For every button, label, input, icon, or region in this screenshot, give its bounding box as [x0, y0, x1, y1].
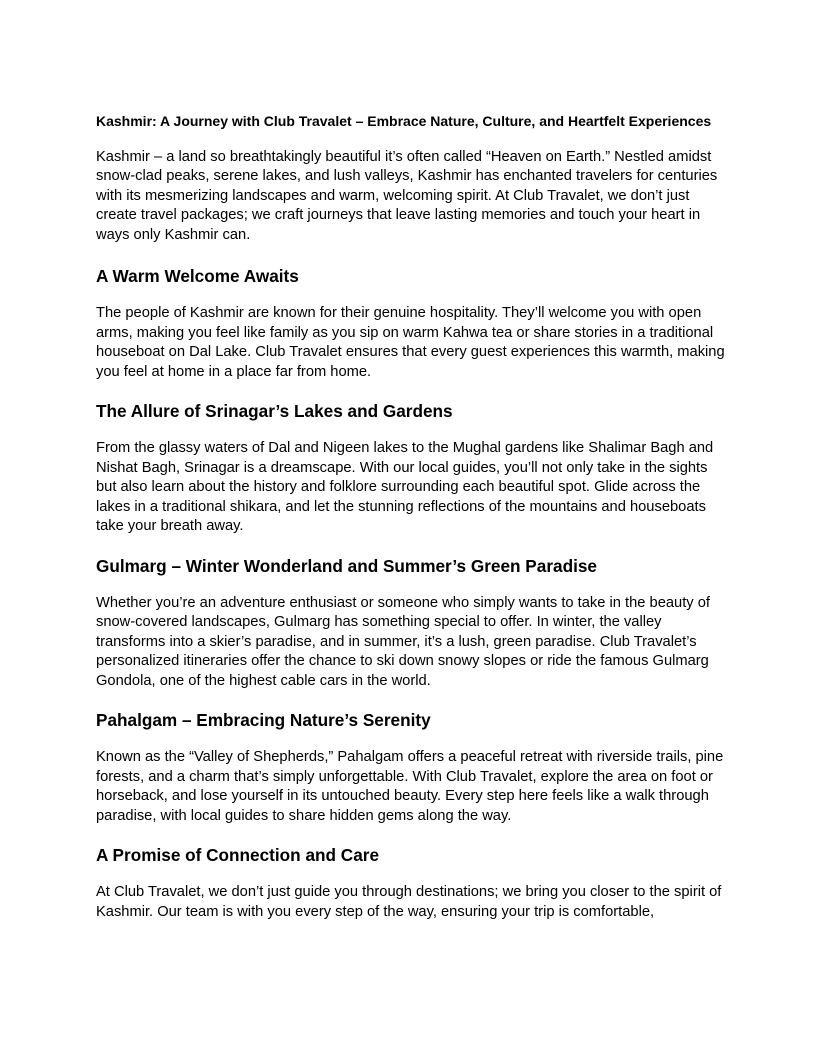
section-heading-gulmarg: Gulmarg – Winter Wonderland and Summer’s Green Paradise — [96, 555, 597, 576]
section-body-warm-welcome: The people of Kashmir are known for their genuine hospitality. They’ll welcome you with open arms, making you feel like family as you sip on warm Kahwa tea or share stories in a traditional houseboat on Dal Lake. Club Travalet ensures that every guest experiences this warmth, making you feel at home in a place far from home. — [96, 305, 725, 380]
document-page — [96, 112, 726, 922]
section-heading-connection-care: A Promise of Connection and Care — [96, 845, 379, 865]
section-body-pahalgam: Known as the “Valley of Shepherds,” Pahalgam offers a peaceful retreat with riverside trails, pine forests, and a charm that’s simply unforgettable. With Club Travalet, explore the area on foot or horseback, and lose yourself in its untouched beauty. Every step here feels like a walk through paradise, with local guides to share hidden gems along the way. — [96, 749, 724, 824]
intro-paragraph: Kashmir – a land so breathtakingly beautiful it’s often called “Heaven on Earth.” Nestled amidst snow-clad peaks, serene lakes, and lush valleys, Kashmir has enchanted travelers for centuries with its mesmerizing landscapes and warm, welcoming spirit. At Club Travalet, we don’t just create travel packages; we craft journeys that leave lasting memories and touch your heart in ways only Kashmir can. — [96, 148, 718, 243]
document-title: Kashmir: A Journey with Club Travalet – Embrace Nature, Culture, and Heartfelt Experiences — [96, 113, 712, 129]
section-body-gulmarg: Whether you’re an adventure enthusiast or someone who simply wants to take in the beauty of snow-covered landscapes, Gulmarg has something special to offer. In winter, the valley transforms into a skier’s paradise, and in summer, it’s a lush, green paradise. Club Travalet’s personalized itineraries offer the chance to ski down snowy slopes or ride the famous Gulmarg Gondola, one of the highest cable cars in the world. — [96, 594, 710, 689]
section-heading-warm-welcome: A Warm Welcome Awaits — [96, 266, 299, 286]
section-body-connection-care: At Club Travalet, we don’t just guide you through destinations; we bring you closer to the spirit of Kashmir. Our team is with you every step of the way, ensuring your trip is comfortable, — [96, 884, 722, 920]
section-body-srinagar: From the glassy waters of Dal and Nigeen lakes to the Mughal gardens like Shalimar Bagh and Nishat Bagh, Srinagar is a dreamscape. With our local guides, you’ll not only take in the sights but also learn about the history and folklore surrounding each beautiful spot. Glide across the lakes in a traditional shikara, and let the stunning reflections of the mountains and houseboats take your breath away. — [96, 440, 714, 534]
section-heading-srinagar: The Allure of Srinagar’s Lakes and Gardens — [96, 401, 453, 421]
section-heading-pahalgam: Pahalgam – Embracing Nature’s Serenity — [96, 710, 431, 730]
